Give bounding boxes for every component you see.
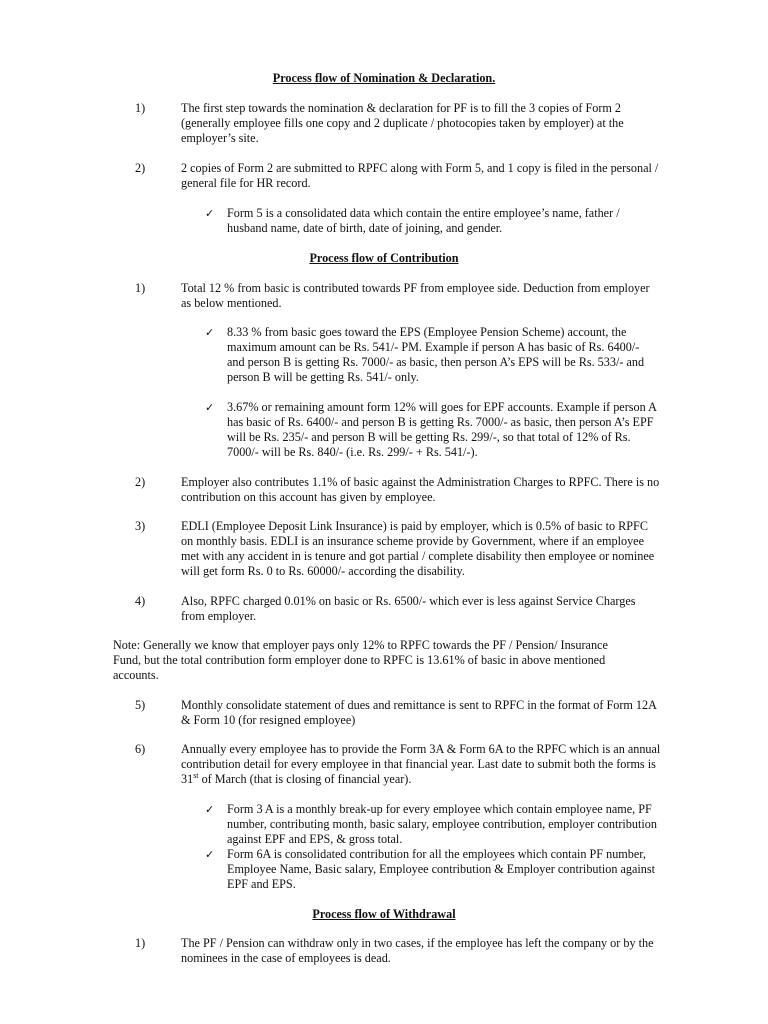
paragraph-annual-forms	[181, 742, 661, 787]
paragraph-withdrawal: The PF / Pension can withdraw only in two cases, if the employee has left the company or by the nominees in the case of employees is dead.	[181, 936, 654, 965]
section-title-contribution: Process flow of Contribution	[309, 251, 459, 265]
paragraph-edli: EDLI (Employee Deposit Link Insurance) is paid by employer, which is 0.5% of basic to RPFC on monthly basis. EDLI is an insurance scheme provide by Government, where if an employee met with any accident in is tenure and got partial / complete disability then employee or nominee will get form Rs. 0 to Rs. 60000/- according the disability.	[181, 519, 655, 578]
item-number: 1)	[135, 936, 146, 950]
annual-forms-text: Annually every employee has to provide the Form 3A & Form 6A to the RPFC which is an annual contribution detail for every employee in that financial year. Last date to submit both the forms is 31	[181, 742, 661, 786]
bullet-form6a: Form 6A is consolidated contribution for all the employees which contain PF number, Employee Name, Basic salary, Employee contribution & Employer contribution against EPF and EPS.	[227, 847, 656, 891]
bullet-form3a: Form 3 A is a monthly break-up for every employee which contain employee name, PF number, contributing month, basic salary, employee contribution, employer contribution against EPF and EPS, & gross total.	[227, 802, 657, 846]
paragraph-monthly-statement: Monthly consolidate statement of dues and remittance is sent to RPFC in the format of Form 12A & Form 10 (for resigned employee)	[181, 698, 657, 727]
bullet-epf: 3.67% or remaining amount form 12% will goes for EPF accounts. Example if person A has basic of Rs. 6400/- and person B is getting Rs. 7000/- as basic, then person A’s EPF will be Rs. 235/- and person B will be getting Rs. 299/-, so that total of 12% of Rs. 7000/- will be Rs. 840/- (i.e. Rs. 299/- + Rs. 541/-).	[227, 400, 657, 459]
item-number: 2)	[135, 475, 146, 489]
section-title-withdrawal: Process flow of Withdrawal	[312, 907, 456, 921]
annual-forms-text-end: of March (that is closing of financial year).	[198, 772, 412, 786]
item-number: 4)	[135, 594, 146, 608]
item-number: 1)	[135, 281, 146, 295]
paragraph-form2-submission: 2 copies of Form 2 are submitted to RPFC along with Form 5, and 1 copy is filed in the personal / general file for HR record.	[181, 161, 659, 190]
paragraph-admin-charges: Employer also contributes 1.1% of basic against the Administration Charges to RPFC. There is no contribution on this account has given by employee.	[181, 475, 660, 504]
bullet-form5: Form 5 is a consolidated data which contain the entire employee’s name, father / husband name, date of birth, date of joining, and gender.	[227, 206, 620, 235]
item-number: 2)	[135, 161, 146, 175]
item-number: 5)	[135, 698, 146, 712]
checkmark-icon: ✓	[205, 848, 215, 861]
checkmark-icon: ✓	[205, 326, 215, 339]
bullet-eps: 8.33 % from basic goes toward the EPS (Employee Pension Scheme) account, the maximum amount can be Rs. 541/- PM. Example if person A has basic of Rs. 6400/- and person B is getting Rs. 7000/- as basic, then person A’s EPS will be Rs. 533/- and person B will be getting Rs. 541/- only.	[227, 325, 645, 384]
section-title-nomination: Process flow of Nomination & Declaration.	[272, 71, 496, 85]
item-number: 1)	[135, 101, 146, 115]
paragraph-form2-filling: The first step towards the nomination & declaration for PF is to fill the 3 copies of Form 2 (generally employee fills one copy and 2 duplicate / photocopies taken by employer) at the employer’s site.	[181, 101, 624, 145]
item-number: 3)	[135, 519, 146, 533]
checkmark-icon: ✓	[205, 401, 215, 414]
checkmark-icon: ✓	[205, 207, 215, 220]
ordinal-suffix: st	[193, 770, 199, 780]
item-number: 6)	[135, 742, 146, 756]
paragraph-service-charges: Also, RPFC charged 0.01% on basic or Rs. 6500/- which ever is less against Service Charges from employer.	[181, 594, 636, 623]
paragraph-employee-contribution: Total 12 % from basic is contributed towards PF from employee side. Deduction from employer as below mentioned.	[181, 281, 650, 310]
checkmark-icon: ✓	[205, 803, 215, 816]
note-paragraph: Note: Generally we know that employer pays only 12% to RPFC towards the PF / Pension/ Insurance Fund, but the total contribution form employer done to RPFC is 13.61% of basic in above mentioned accounts.	[113, 638, 608, 682]
